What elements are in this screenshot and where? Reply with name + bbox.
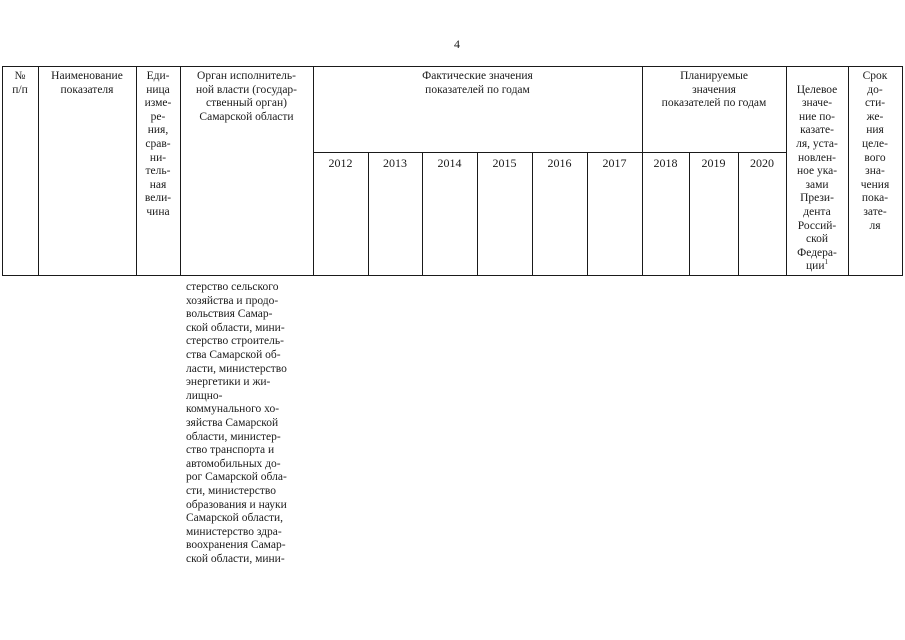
col-border: [587, 152, 588, 276]
year-cell: 2015: [492, 156, 517, 170]
year-cell: 2014: [437, 156, 462, 170]
col-border: [532, 152, 533, 276]
header-unit: Еди- ница изме- ре- ния, срав- ни- тель- ная вели- чина: [144, 70, 172, 218]
col-border: [38, 66, 39, 276]
footnote-mark: 1: [824, 258, 828, 267]
year-cell: 2013: [383, 156, 407, 170]
col-border: [902, 66, 903, 276]
year-cell: 2012: [328, 156, 353, 170]
year-cell: 2019: [701, 156, 726, 170]
year-cell: 2020: [750, 156, 774, 170]
header-planned-values: Планируемые значения показателей по годам: [661, 70, 767, 110]
header-executive-body: Орган исполнитель- ной власти (государ- ственный орган) Самарской области: [195, 70, 298, 123]
executive-body-continuation-text: стерство сельского хозяйства и продо- вольствия Самар- ской области, мини- стерство строитель- ства Самарской об- ласти, министерство энергетики и жи- лищно- коммунального хо- зяйства Самарской области, министер- ство транспорта и автомобильных до- рог Самарской обла- сти, министерство образования и науки Самарской области, министерство здра- воохранения Самар- ской области, мини-: [186, 281, 287, 565]
col-border: [477, 152, 478, 276]
header-target-value-text: Целевое значе- ние по- казате- ля, уста- новлен- ное ука- зами Прези- дента Россий- ской Федера- ции: [796, 83, 838, 273]
page-number: 4: [454, 37, 460, 51]
header-actual-values: Фактические значения показателей по годам: [422, 70, 533, 96]
header-indicator-name: Наименование показателя: [51, 70, 123, 96]
year-cell: 2018: [653, 156, 678, 170]
years-row-top-border: [313, 152, 787, 153]
col-border: [313, 66, 314, 276]
header-number: № п/п: [12, 70, 28, 96]
header-target-value: [786, 70, 848, 274]
table-top-border: [2, 66, 903, 67]
year-cell: 2016: [547, 156, 572, 170]
year-cell: 2017: [602, 156, 627, 170]
header-deadline: Срок до- сти- же- ния целе- вого зна- чения пока- зате- ля: [860, 70, 890, 232]
col-border: [422, 152, 423, 276]
col-border: [738, 152, 739, 276]
table-header-bottom-border: [2, 275, 903, 276]
col-border: [689, 152, 690, 276]
col-border: [2, 66, 3, 276]
col-border: [368, 152, 369, 276]
